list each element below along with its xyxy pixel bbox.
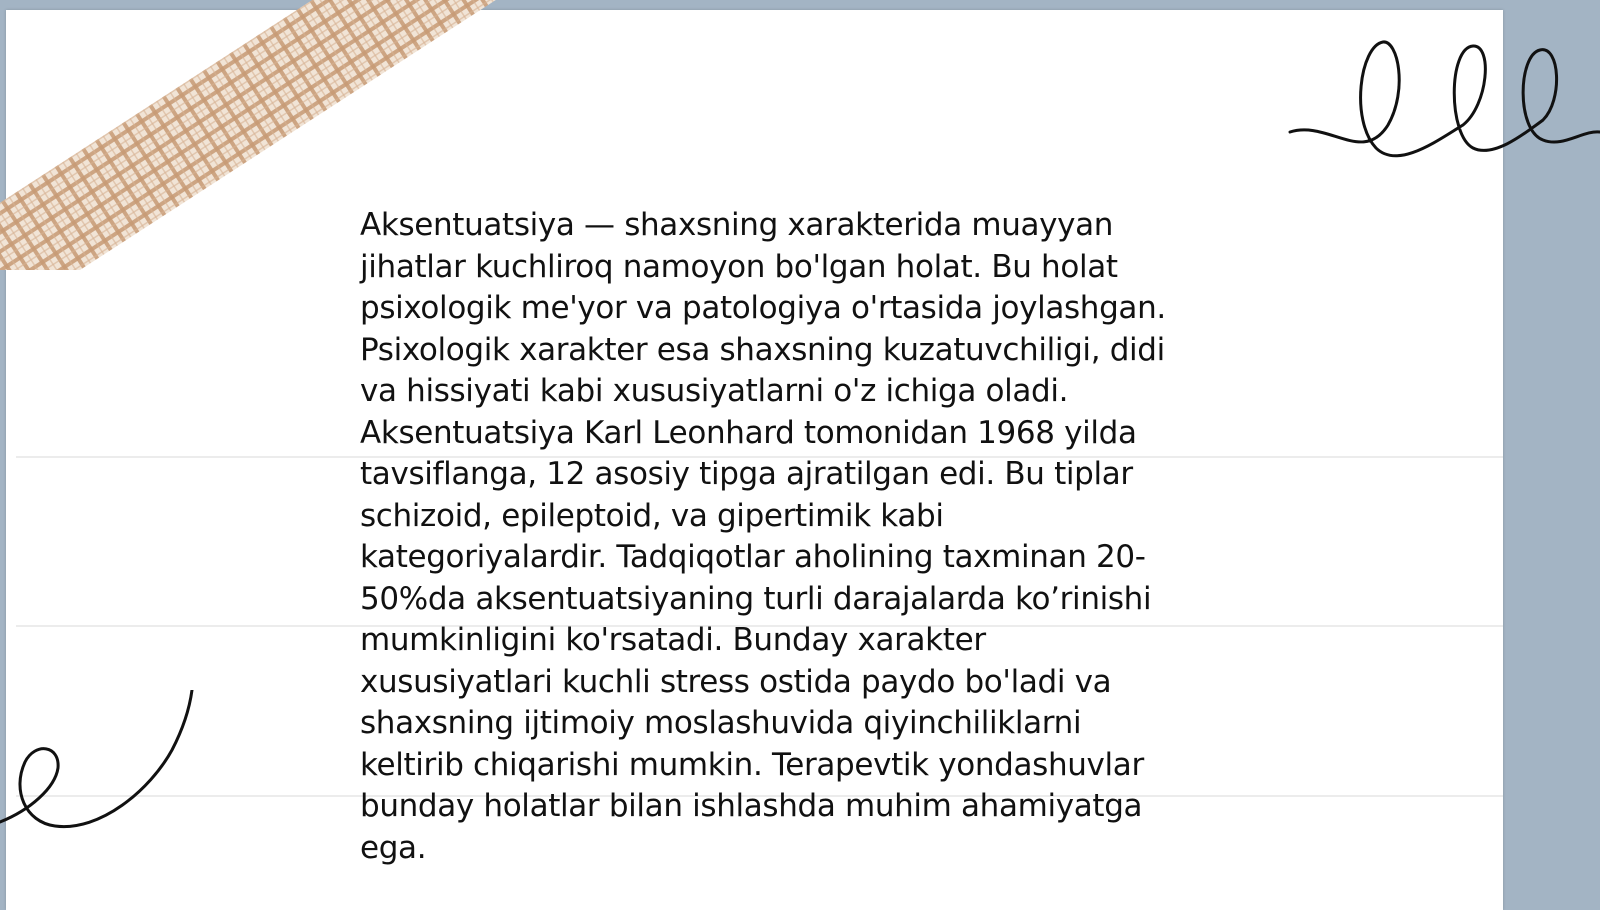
paragraph-line: jihatlar kuchliroq namoyon bo'lgan holat. Bu holat: [360, 248, 1118, 285]
paragraph-line: ega.: [360, 829, 427, 866]
paragraph-line: bunday holatlar bilan ishlashda muhim ahamiyatga: [360, 788, 1143, 824]
paragraph-line: Aksentuatsiya Karl Leonhard tomonidan 1968 yilda: [360, 414, 1137, 451]
paragraph-line: Psixologik xarakter esa shaxsning kuzatuvchiligi, didi: [360, 331, 1165, 368]
paragraph-line: xususiyatlari kuchli stress ostida paydo bo'ladi va: [360, 663, 1112, 700]
curl-doodle-icon: [0, 690, 200, 850]
loop-swirl-doodle-icon: [1288, 20, 1600, 170]
paragraph-line: tavsiflanga, 12 asosiy tipga ajratilgan edi. Bu tiplar: [360, 456, 1133, 492]
paragraph-line: shaxsning ijtimoiy moslashuvida qiyinchiliklarni: [360, 705, 1082, 741]
paragraph-line: mumkinligini ko'rsatadi. Bunday xarakter: [360, 622, 986, 658]
paragraph-line: kategoriyalardir. Tadqiqotlar aholining taxminan 20-: [360, 539, 1146, 575]
paragraph-line: schizoid, epileptoid, va gipertimik kabi: [360, 497, 944, 534]
paragraph-line: keltirib chiqarishi mumkin. Terapevtik yondashuvlar: [360, 746, 1144, 783]
paragraph-line: va hissiyati kabi xususiyatlarni o'z ichiga oladi.: [360, 373, 1069, 409]
paragraph-line: Aksentuatsiya — shaxsning xarakterida muayyan: [360, 207, 1114, 243]
paragraph-line: 50%da aksentuatsiyaning turli darajalarda ko’rinishi: [360, 580, 1152, 617]
paragraph-line: psixologik me'yor va patologiya o'rtasida joylashgan.: [360, 290, 1166, 326]
body-paragraph: [360, 205, 1240, 869]
